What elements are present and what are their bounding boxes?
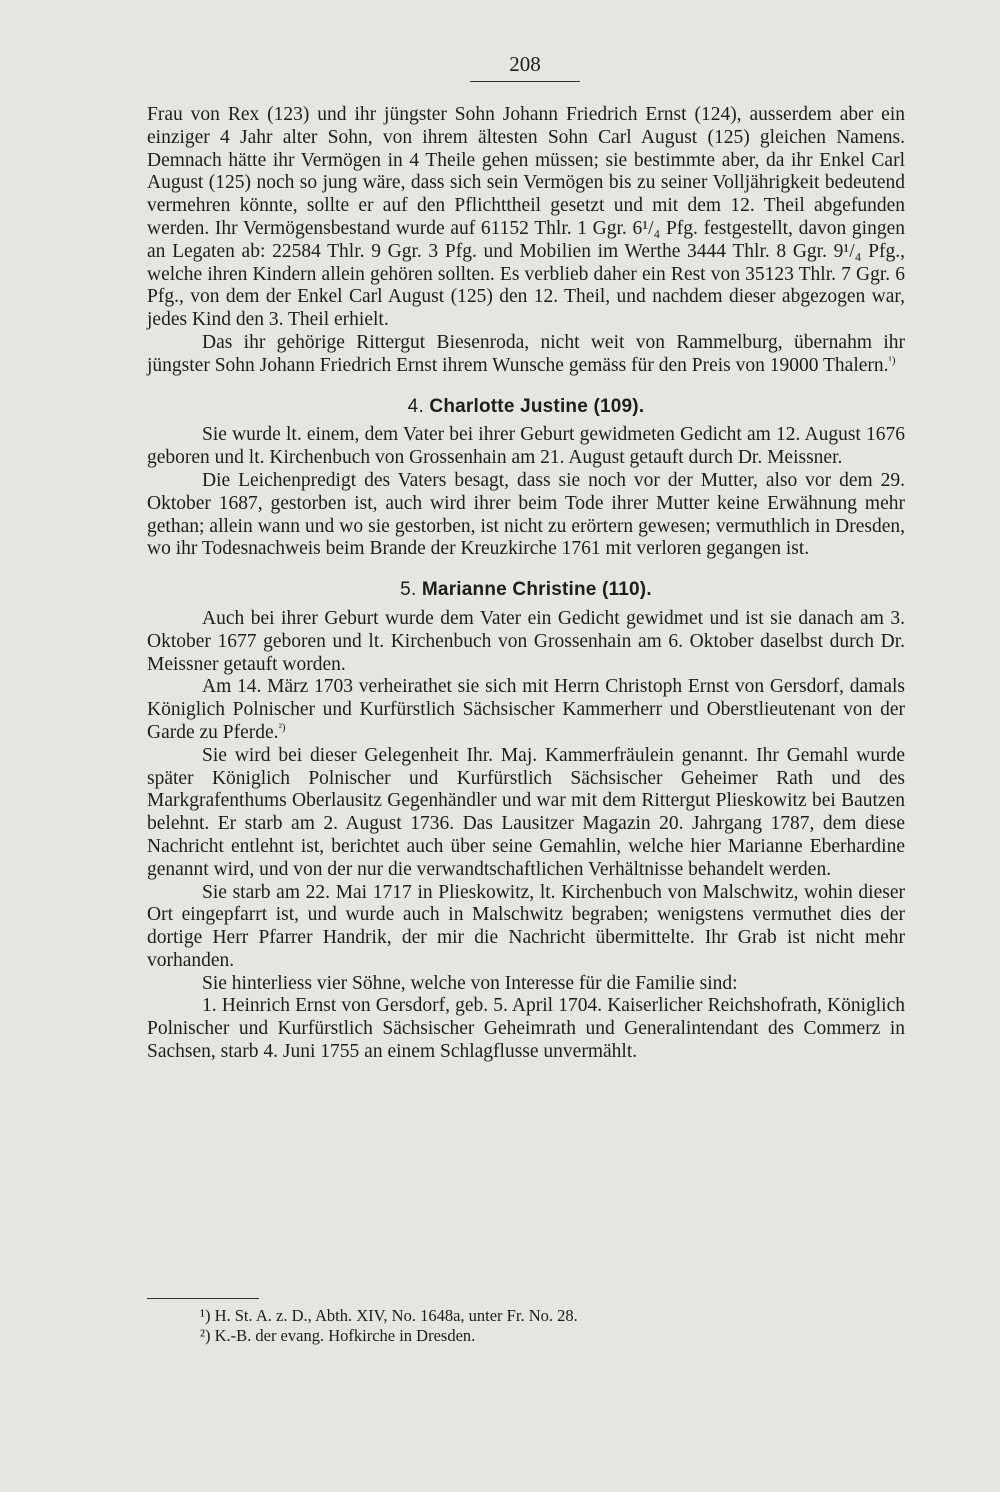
paragraph-text: Am 14. März 1703 verheirathet sie sich mit Herrn Christoph Ernst von Gersdorf, damals Königlich Polnischer und Kurfürstlich Sächsischer Kammerherr und Oberstlieutenant von der Garde zu Pferde. [147, 676, 905, 743]
paragraph-marriage [147, 676, 905, 744]
body-text [147, 104, 905, 1064]
section-heading-marianne [147, 579, 905, 602]
paragraph-biesenroda [147, 332, 905, 378]
section-title: Charlotte Justine (109). [429, 395, 645, 417]
paragraph-sons: Sie hinterliess vier Söhne, welche von Interesse für die Familie sind: [202, 972, 738, 994]
paragraph-husband: Sie wird bei dieser Gelegenheit Ihr. Maj. Kammerfräulein genannt. Ihr Gemahl wurde später Königlich Polnischer und Kurfürstlich Sächsischer Geheimer Rath und des Markgrafenthums Oberlausitz Gegenhändler und war mit dem Rittergut Plieskowitz bei Bautzen belehnt. Er starb am 2. August 1736. Das Lausitzer Magazin 20. Jahrgang 1787, dem diese Nachricht entlehnt ist, berichtet auch über seine Gemahlin, welche hier Marianne Eberhardine genannt wird, und von der nur die verwandtschaftlichen Verhältnisse behandelt werden. [147, 744, 905, 880]
footnote-ref: ²) [278, 721, 286, 734]
paragraph-death: Die Leichenpredigt des Vaters besagt, dass sie noch vor der Mutter, also vor dem 29. Oktober 1687, gestorben ist, auch wird ihrer beim Tode ihrer Mutter keine Erwähnung mehr gethan; allein wann und wo sie gestorben, ist nicht zu erörtern gewesen; vermuthlich in Dresden, wo ihr Todesnachweis beim Brande der Kreuzkirche 1761 mit verloren gegangen ist. [147, 469, 905, 560]
paragraph-birth: Auch bei ihrer Geburt wurde dem Vater ein Gedicht gewidmet und ist sie danach am 3. Oktober 1677 geboren und lt. Kirchenbuch von Grossenhain am 6. Oktober daselbst durch Dr. Meissner getauft worden. [147, 607, 905, 675]
footnote-separator [147, 1298, 259, 1299]
paragraph-text: Das ihr gehörige Rittergut Biesenroda, nicht weit von Rammelburg, übernahm ihr jüngster Sohn Johann Friedrich Ernst ihrem Wunsche gemäss für den Preis von 19000 Thalern. [147, 331, 905, 376]
footnote-1 [200, 1306, 800, 1326]
page-number: 208 [470, 52, 580, 82]
section-heading-charlotte [147, 396, 905, 419]
footnote-2 [200, 1326, 800, 1346]
paragraph-son-1: 1. Heinrich Ernst von Gersdorf, geb. 5. April 1704. Kaiserlicher Reichshofrath, Königlich Polnischer und Kurfürstlich Sächsischer Geheimrath und Generalintendant des Commerz in Sachsen, starb 4. Juni 1755 an einem Schlagflusse unvermählt. [147, 995, 905, 1063]
footnote-ref: ¹) [888, 354, 896, 367]
section-number: 4. [407, 395, 424, 417]
footnote-text: H. St. A. z. D., Abth. XIV, No. 1648a, unter Fr. No. 28. [214, 1306, 578, 1325]
paragraph-inheritance: Frau von Rex (123) und ihr jüngster Sohn Johann Friedrich Ernst (124), ausserdem aber ein einziger 4 Jahr alter Sohn, von ihrem ältesten Sohn Carl August (125) gleichen Namens. Demnach hätte ihr Vermögen in 4 Theile gehen müssen; sie bestimmte aber, da ihr Enkel Carl August (125) noch so jung wäre, dass sich sein Vermögen bis zu seiner Volljährigkeit bedeutend vermehren könnte, sollte er auf den Pflichttheil gesetzt und mit dem 12. Theil abgefunden werden. Ihr Vermögensbestand wurde auf 61152 Thlr. 1 Ggr. 6¹/₄ Pfg. festgestellt, davon gingen an Legaten ab: 22584 Thlr. 9 Ggr. 3 Pfg. und Mobilien im Werthe 3444 Thlr. 8 Ggr. 9¹/₄ Pfg., welche ihren Kindern allein gehören sollten. Es verblieb daher ein Rest von 35123 Thlr. 7 Ggr. 6 Pfg., von dem der Enkel Carl August (125) den 12. Theil, und nachdem dieser abgezogen war, jedes Kind den 3. Theil erhielt. [147, 104, 905, 331]
footnote-mark: ¹) [200, 1306, 211, 1325]
footnotes [200, 1306, 800, 1346]
paragraph-birth: Sie wurde lt. einem, dem Vater bei ihrer Geburt gewidmeten Gedicht am 12. August 1676 geboren und lt. Kirchenbuch von Grossenhain am 21. August getauft durch Dr. Meissner. [147, 424, 905, 469]
footnote-text: K.-B. der evang. Hofkirche in Dresden. [214, 1326, 476, 1345]
section-number: 5. [400, 579, 417, 601]
paragraph-death: Sie starb am 22. Mai 1717 in Plieskowitz, lt. Kirchenbuch von Malschwitz, wohin dieser Ort eingepfarrt ist, und wurde auch in Malschwitz begraben; wenigstens vermuthet dies der dortige Herr Pfarrer Handrik, der mir die Nachricht übermittelte. Ihr Grab ist nicht mehr vorhanden. [147, 881, 905, 971]
section-title: Marianne Christine (110). [421, 579, 652, 601]
footnote-mark: ²) [200, 1326, 211, 1345]
